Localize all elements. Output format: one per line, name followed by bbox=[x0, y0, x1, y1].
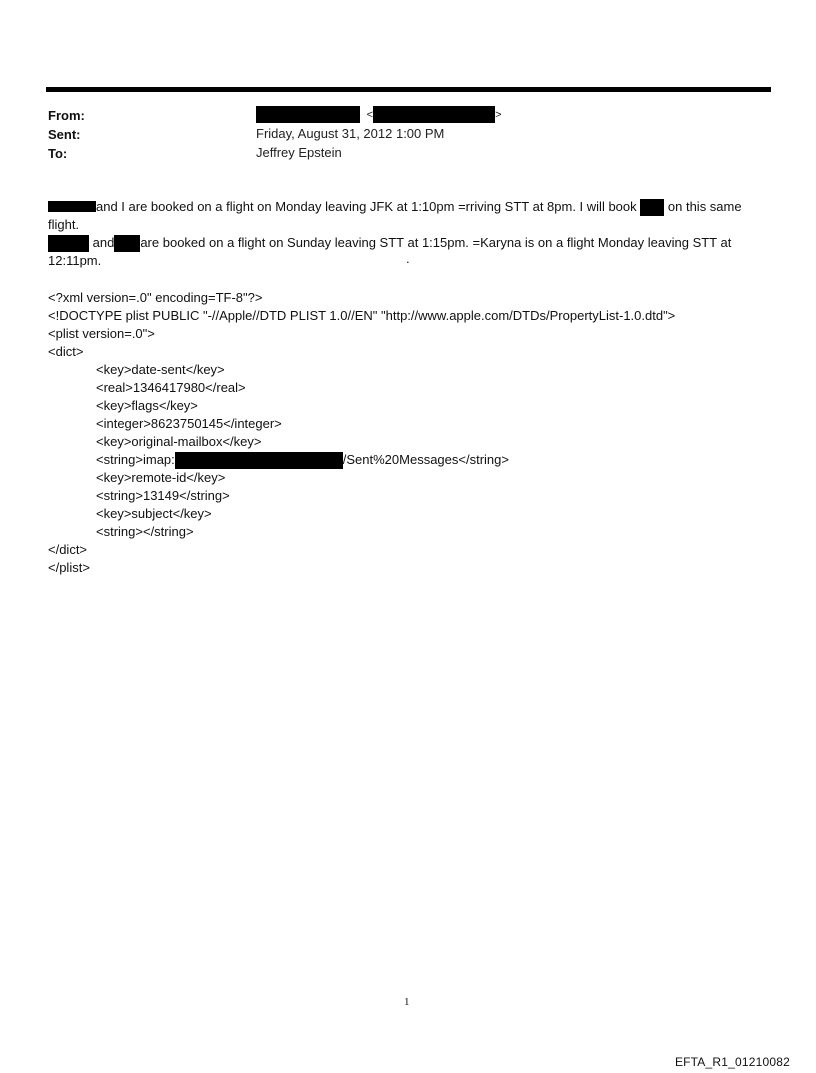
body-p2-b: are booked on a flight on Sunday leaving STT at 1:15pm. =Karyna is on a flight Monday leaving STT at bbox=[140, 235, 732, 250]
redacted-name bbox=[48, 235, 89, 252]
page-number: 1 bbox=[404, 996, 410, 1008]
stray-dot: . bbox=[406, 251, 410, 266]
body-p1-a: and I are booked on a flight on Monday leaving JFK at 1:10pm =rriving STT at 8pm. I will book bbox=[96, 199, 637, 214]
from-gt: > bbox=[495, 109, 502, 121]
redacted-name bbox=[640, 199, 664, 216]
redacted-name bbox=[48, 201, 96, 212]
body-line-1 bbox=[48, 198, 773, 216]
document-id: EFTA_R1_01210082 bbox=[674, 1055, 790, 1069]
redacted-name bbox=[114, 235, 140, 252]
xml-line bbox=[48, 451, 675, 469]
from-value bbox=[256, 106, 502, 123]
plist-xml-block bbox=[48, 289, 675, 577]
redacted-sender-email bbox=[373, 106, 495, 123]
from-lt: < bbox=[366, 109, 374, 121]
xml-line: <string>13149</string> bbox=[96, 488, 230, 504]
sent-label: Sent: bbox=[48, 127, 81, 142]
body-line-4: 12:11pm. bbox=[48, 253, 102, 268]
from-label: From: bbox=[48, 108, 85, 123]
to-label: To: bbox=[48, 146, 68, 161]
body-line-3 bbox=[48, 234, 773, 252]
xml-line: <key>remote-id</key> bbox=[96, 470, 226, 486]
xml-line: </dict> bbox=[48, 542, 88, 558]
xml-imap-prefix: <string>imap: bbox=[96, 452, 175, 467]
xml-line: <key>subject</key> bbox=[96, 506, 212, 522]
xml-line: </plist> bbox=[48, 560, 90, 576]
xml-line: <key>date-sent</key> bbox=[96, 362, 225, 377]
xml-line: <string></string> bbox=[96, 524, 194, 540]
xml-line: <real>1346417980</real> bbox=[96, 380, 246, 395]
redacted-mailbox bbox=[175, 452, 343, 469]
sent-value: Friday, August 31, 2012 1:00 PM bbox=[256, 126, 445, 141]
body-p1-b: on this same bbox=[667, 199, 742, 214]
body-line-2: flight. bbox=[48, 217, 80, 232]
xml-imap-suffix: /Sent%20Messages</string> bbox=[342, 452, 509, 467]
xml-line: <integer>8623750145</integer> bbox=[96, 416, 282, 431]
redacted-sender-name bbox=[256, 106, 360, 123]
xml-line: <key>original-mailbox</key> bbox=[96, 434, 262, 449]
xml-line: <plist version=.0"> bbox=[48, 326, 155, 341]
message-body bbox=[48, 198, 773, 270]
xml-line: <!DOCTYPE plist PUBLIC "-//Apple//DTD PLIST 1.0//EN" "http://www.apple.com/DTDs/PropertyList-1.0.dtd"> bbox=[48, 308, 676, 323]
body-p2-a: and bbox=[92, 235, 115, 250]
xml-line: <key>flags</key> bbox=[96, 398, 198, 413]
xml-line: <?xml version=.0" encoding=TF-8"?> bbox=[48, 290, 263, 305]
header-rule bbox=[46, 87, 771, 92]
xml-line: <dict> bbox=[48, 344, 84, 359]
to-value: Jeffrey Epstein bbox=[256, 145, 342, 160]
